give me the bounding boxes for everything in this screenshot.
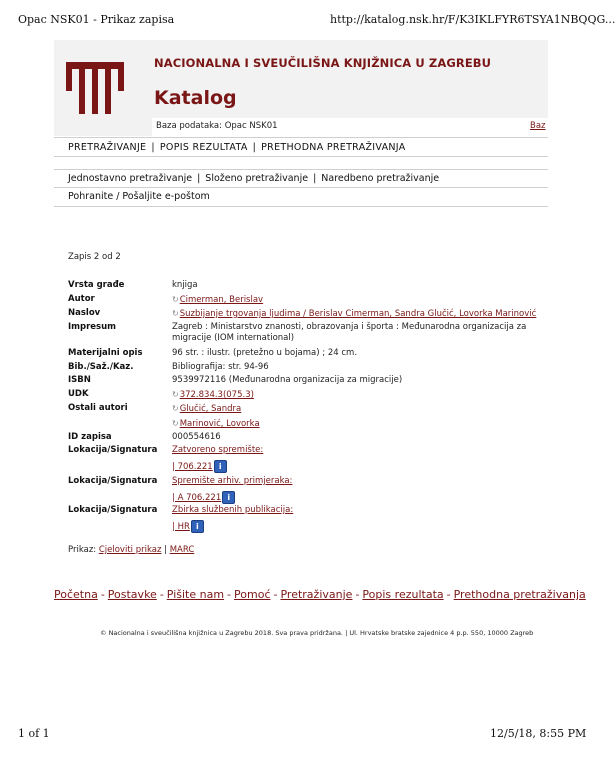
field-value: 96 str. : ilustr. (pretežno u bojama) ; 24 cm. (172, 348, 358, 358)
field-label: Bib./Saž./Kaz. (68, 362, 134, 372)
display-label: Prikaz: (68, 545, 97, 555)
link-icon: ↻ (172, 309, 179, 318)
print-footer-timestamp: 12/5/18, 8:55 PM (490, 727, 587, 740)
title-link[interactable]: Suzbijanje trgovanja ljudima / Berislav Cimerman, Sandra Glučić, Lovorka Marinović (179, 309, 537, 319)
link-icon: ↻ (172, 419, 179, 428)
link-icon: ↻ (172, 404, 179, 413)
other-author-link[interactable]: Marinović, Lovorka (179, 419, 260, 429)
nav-simple-search[interactable]: Jednostavno pretraživanje (68, 173, 193, 184)
full-view-link[interactable]: Cjeloviti prikaz (98, 545, 162, 555)
save-nav (54, 188, 548, 207)
nav-command-search[interactable]: Naredbeno pretraživanje (321, 173, 440, 184)
display-separator: | (164, 545, 167, 555)
location-link[interactable]: Spremište arhiv. primjeraka: (172, 476, 293, 486)
field-label: UDK (68, 389, 89, 399)
banner (54, 40, 548, 136)
signature-link[interactable]: | HR (172, 522, 190, 532)
library-logo-icon (66, 62, 124, 114)
footer-nav: Početna - Postavke - Pišite nam - Pomoć - Pretraživanje - Popis rezultata - Prethodna pretraživanja (54, 588, 586, 601)
link-icon: ↻ (172, 295, 179, 304)
nav-save-email[interactable]: Pohranite / Pošaljite e-poštom (68, 191, 210, 202)
field-label: Naslov (68, 308, 101, 318)
field-label: Autor (68, 294, 95, 304)
database-label: Baza podataka: Opac NSK01 (156, 121, 278, 131)
field-label: Vrsta građe (68, 280, 125, 290)
info-icon[interactable]: i (222, 491, 235, 504)
nav-search[interactable]: PRETRAŽIVANJE (68, 142, 147, 153)
database-link[interactable]: Baz (530, 121, 546, 131)
marc-link[interactable]: MARC (169, 545, 195, 555)
search-nav: Jednostavno pretraživanje | Složeno pretraživanje | Naredbeno pretraživanje (54, 169, 548, 188)
author-link[interactable]: Cimerman, Berislav (179, 295, 264, 305)
nav-previous-searches[interactable]: PRETHODNA PRETRAŽIVANJA (261, 142, 406, 153)
field-value: 000554616 (172, 432, 221, 442)
database-bar (152, 118, 548, 136)
nav-results[interactable]: POPIS REZULTATA (159, 142, 248, 153)
footer-results-link[interactable]: Popis rezultata (362, 588, 444, 601)
field-label: Materijalni opis (68, 348, 143, 358)
library-name: NACIONALNA I SVEUČILIŠNA KNJIŽNICA U ZAGREBU (154, 56, 492, 70)
signature-link[interactable]: | A 706.221 (172, 493, 222, 503)
field-label: Lokacija/Signatura (68, 476, 158, 486)
nav-advanced-search[interactable]: Složeno pretraživanje (205, 173, 309, 184)
print-header-title: Opac NSK01 - Prikaz zapisa (18, 13, 175, 26)
footer-settings-link[interactable]: Postavke (107, 588, 157, 601)
print-header-url: http://katalog.nsk.hr/F/K3IKLFYR6TSYA1NBQQG... (330, 13, 615, 26)
display-options (68, 545, 194, 555)
location-link[interactable]: Zbirka službenih publikacija: (172, 505, 294, 515)
udk-link[interactable]: 372.834.3(075.3) (179, 390, 254, 400)
footer-search-link[interactable]: Pretraživanje (280, 588, 353, 601)
footer-help-link[interactable]: Pomoć (234, 588, 271, 601)
field-label: ID zapisa (68, 432, 112, 442)
record-count: Zapis 2 od 2 (68, 252, 121, 262)
footer-previous-link[interactable]: Prethodna pretraživanja (453, 588, 586, 601)
field-label: Lokacija/Signatura (68, 445, 158, 455)
field-value: knjiga (172, 280, 198, 290)
copyright: © Nacionalna i sveučilišna knjižnica u Zagrebu 2018. Sva prava pridržana. | Ul. Hrvatske bratske zajednice 4 p.p. 550, 10000 Zagreb (100, 629, 534, 637)
field-label: ISBN (68, 375, 91, 385)
location-link[interactable]: Zatvoreno spremište: (172, 445, 264, 455)
field-label: Impresum (68, 322, 117, 332)
info-icon[interactable]: i (214, 460, 227, 473)
footer-home-link[interactable]: Početna (54, 588, 98, 601)
field-value: 9539972116 (Međunarodna organizacija za migracije) (172, 375, 403, 385)
page-frame (54, 40, 586, 640)
primary-nav: PRETRAŽIVANJE | POPIS REZULTATA | PRETHODNA PRETRAŽIVANJA (54, 137, 548, 157)
signature-link[interactable]: | 706.221 (172, 462, 213, 472)
catalog-title: Katalog (154, 87, 237, 109)
footer-contact-link[interactable]: Pišite nam (166, 588, 225, 601)
info-icon[interactable]: i (191, 520, 204, 533)
other-author-link[interactable]: Glučić, Sandra (179, 404, 242, 414)
field-value: Bibliografija: str. 94-96 (172, 362, 269, 372)
field-label: Lokacija/Signatura (68, 505, 158, 515)
field-value: Zagreb : Ministarstvo znanosti, obrazovanja i športa : Međunarodna organizacija za migracije (IOM international) (172, 322, 527, 343)
print-footer-page: 1 of 1 (18, 727, 50, 740)
link-icon: ↻ (172, 390, 179, 399)
field-label: Ostali autori (68, 403, 128, 413)
